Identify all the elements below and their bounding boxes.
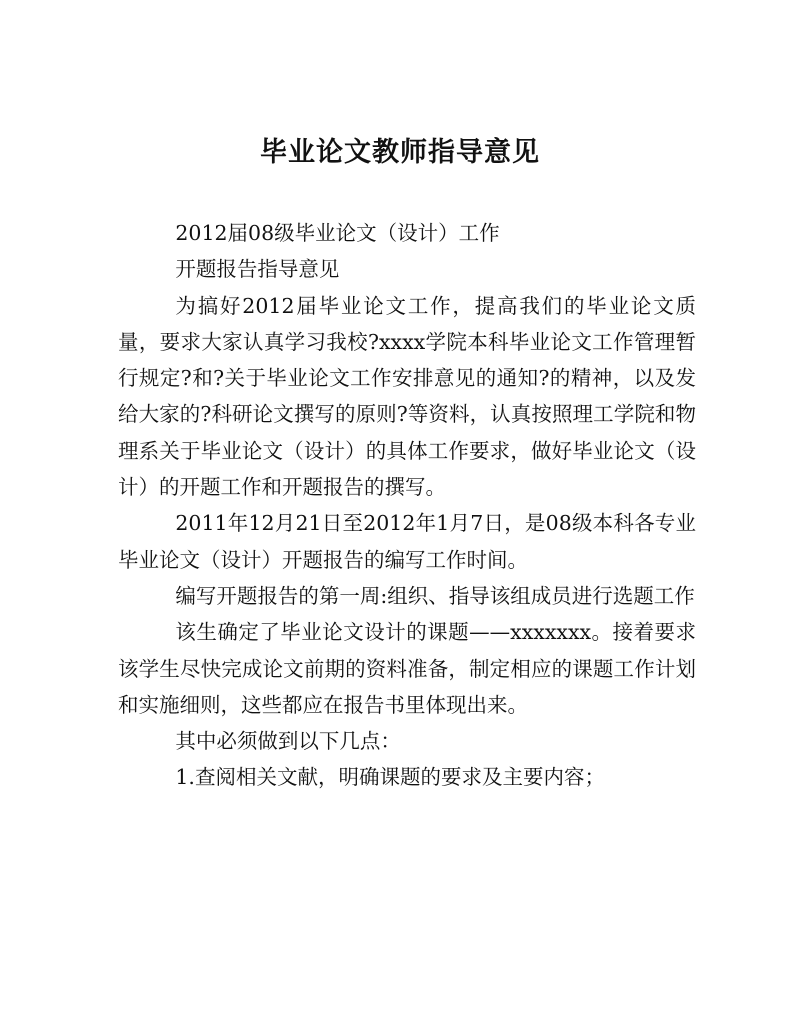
- paragraph-intro: 为搞好2012届毕业论文工作，提高我们的毕业论文质量，要求大家认真学习我校?xxxx学院本科毕业论文工作管理暂行规定?和?关于毕业论文工作安排意见的通知?的精神，以及发给大家的?科研论文撰写的原则?等资料，认真按照理工学院和物理系关于毕业论文（设计）的具体工作要求，做好毕业论文（设计）的开题工作和开题报告的撰写。: [118, 293, 696, 500]
- paragraph-requirements: 其中必须做到以下几点：: [175, 729, 401, 754]
- paragraph-heading-line-2: 开题报告指导意见: [175, 257, 340, 282]
- paragraph-first-week: 编写开题报告的第一周:组织、指导该组成员进行选题工作: [175, 583, 695, 608]
- paragraph-topic: 该生确定了毕业论文设计的课题——xxxxxxx。接着要求该学生尽快完成论文前期的资料准备，制定相应的课题工作计划和实施细则，这些都应在报告书里体现出来。: [118, 620, 696, 717]
- paragraph-list-item-1: 1.查阅相关文献，明确课题的要求及主要内容；: [175, 765, 605, 790]
- document-body: [118, 215, 696, 796]
- paragraph-heading-line-1: 2012届08级毕业论文（设计）工作: [175, 221, 500, 245]
- paragraph-schedule: 2011年12月21日至2012年1月7日，是08级本科各专业毕业论文（设计）开题报告的编写工作时间。: [118, 511, 696, 572]
- document-title: 毕业论文教师指导意见: [260, 137, 540, 168]
